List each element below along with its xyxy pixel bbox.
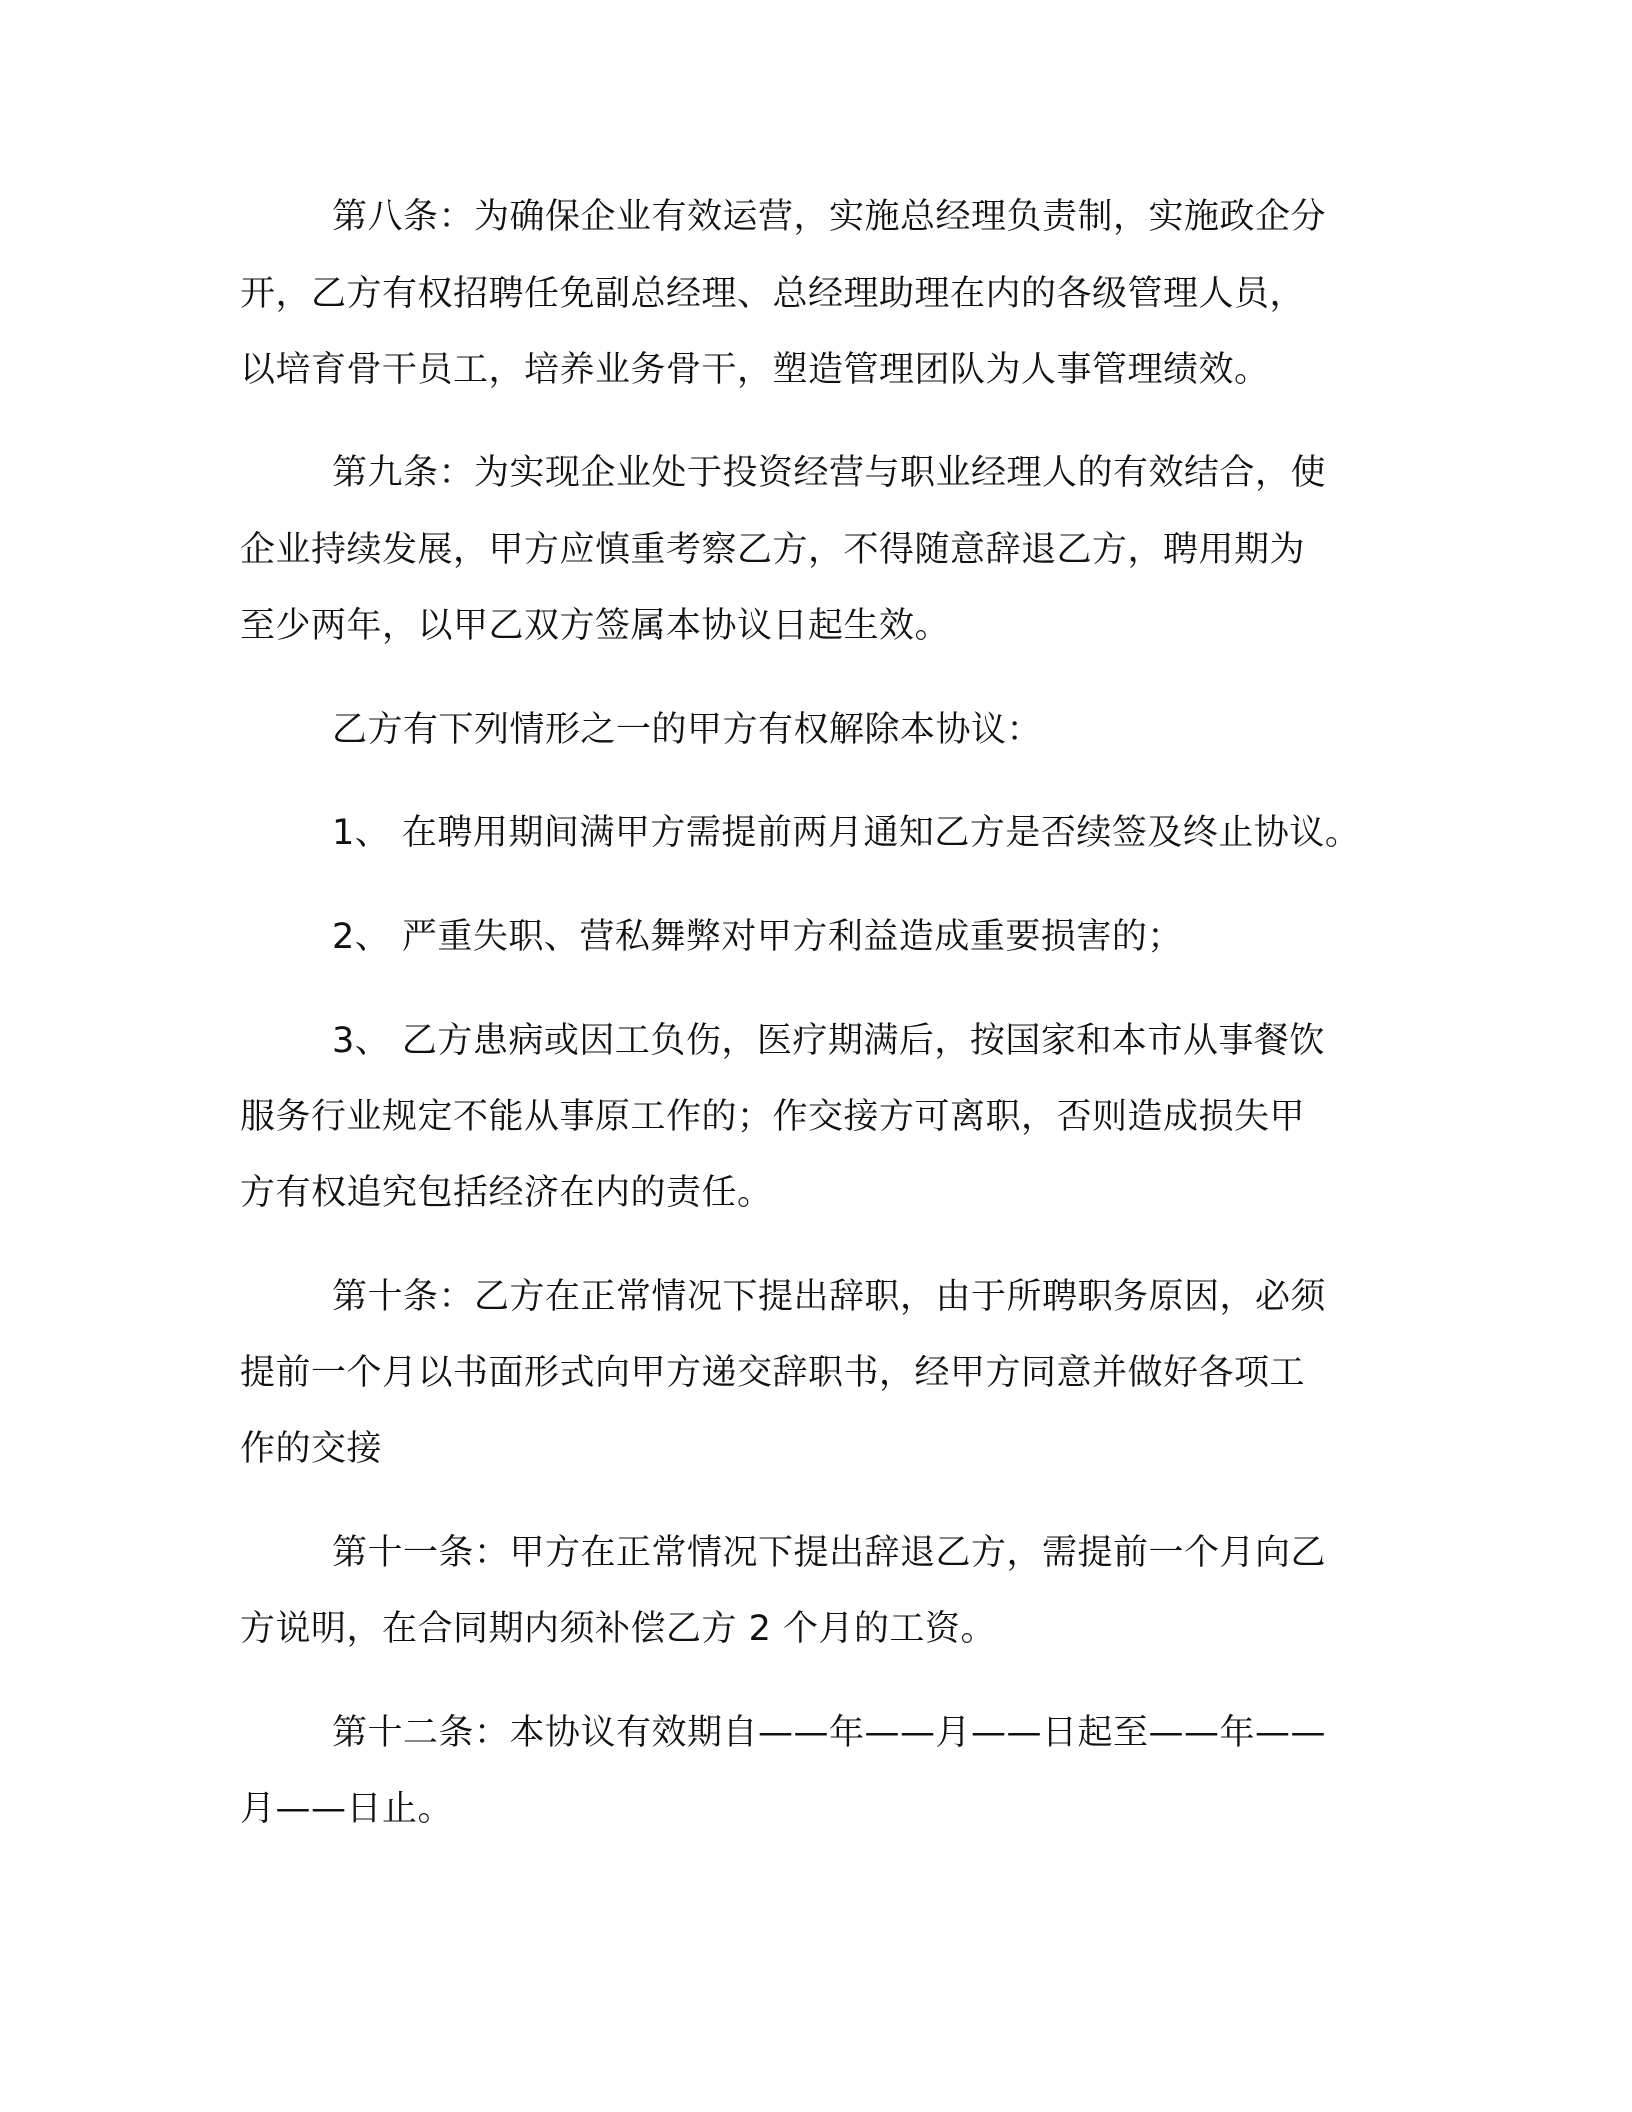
termination-item-1-line: 1、 在聘用期间满甲方需提前两月通知乙方是否续签及终止协议。	[332, 813, 1361, 853]
article-9-line-2: 企业持续发展，甲方应慎重考察乙方，不得随意辞退乙方，聘用期为	[240, 530, 1306, 570]
article-8-line-2: 开，乙方有权招聘任免副总经理、总经理助理在内的各级管理人员，	[240, 274, 1306, 314]
article-8-line-3: 以培育骨干员工，培养业务骨干，塑造管理团队为人事管理绩效。	[240, 350, 1270, 390]
termination-item-3-line-1: 3、 乙方患病或因工负伤，医疗期满后，按国家和本市从事餐饮	[332, 1021, 1325, 1061]
article-9-line-1: 第九条：为实现企业处于投资经营与职业经理人的有效结合，使	[332, 453, 1327, 493]
article-12-line-1: 第十二条：本协议有效期自——年——月——日起至——年——	[332, 1713, 1327, 1753]
article-11-line-1: 第十一条：甲方在正常情况下提出辞退乙方，需提前一个月向乙	[332, 1533, 1327, 1573]
article-12-line-2: 月——日止。	[240, 1789, 454, 1829]
article-11-line-2: 方说明，在合同期内须补偿乙方 2 个月的工资。	[240, 1609, 997, 1649]
article-10-line-1: 第十条：乙方在正常情况下提出辞职，由于所聘职务原因，必须	[332, 1277, 1327, 1317]
article-10-line-3: 作的交接	[240, 1429, 383, 1469]
article-10-line-2: 提前一个月以书面形式向甲方递交辞职书，经甲方同意并做好各项工	[240, 1353, 1306, 1393]
termination-intro-line: 乙方有下列情形之一的甲方有权解除本协议：	[332, 710, 1043, 750]
termination-item-2-line: 2、 严重失职、营私舞弊对甲方利益造成重要损害的；	[332, 917, 1183, 957]
termination-item-3-line-2: 服务行业规定不能从事原工作的；作交接方可离职，否则造成损失甲	[240, 1097, 1306, 1137]
article-8-line-1: 第八条：为确保企业有效运营，实施总经理负责制，实施政企分	[332, 197, 1327, 237]
termination-item-3-line-3: 方有权追究包括经济在内的责任。	[240, 1173, 773, 1213]
article-9-line-3: 至少两年，以甲乙双方签属本协议日起生效。	[240, 606, 951, 646]
